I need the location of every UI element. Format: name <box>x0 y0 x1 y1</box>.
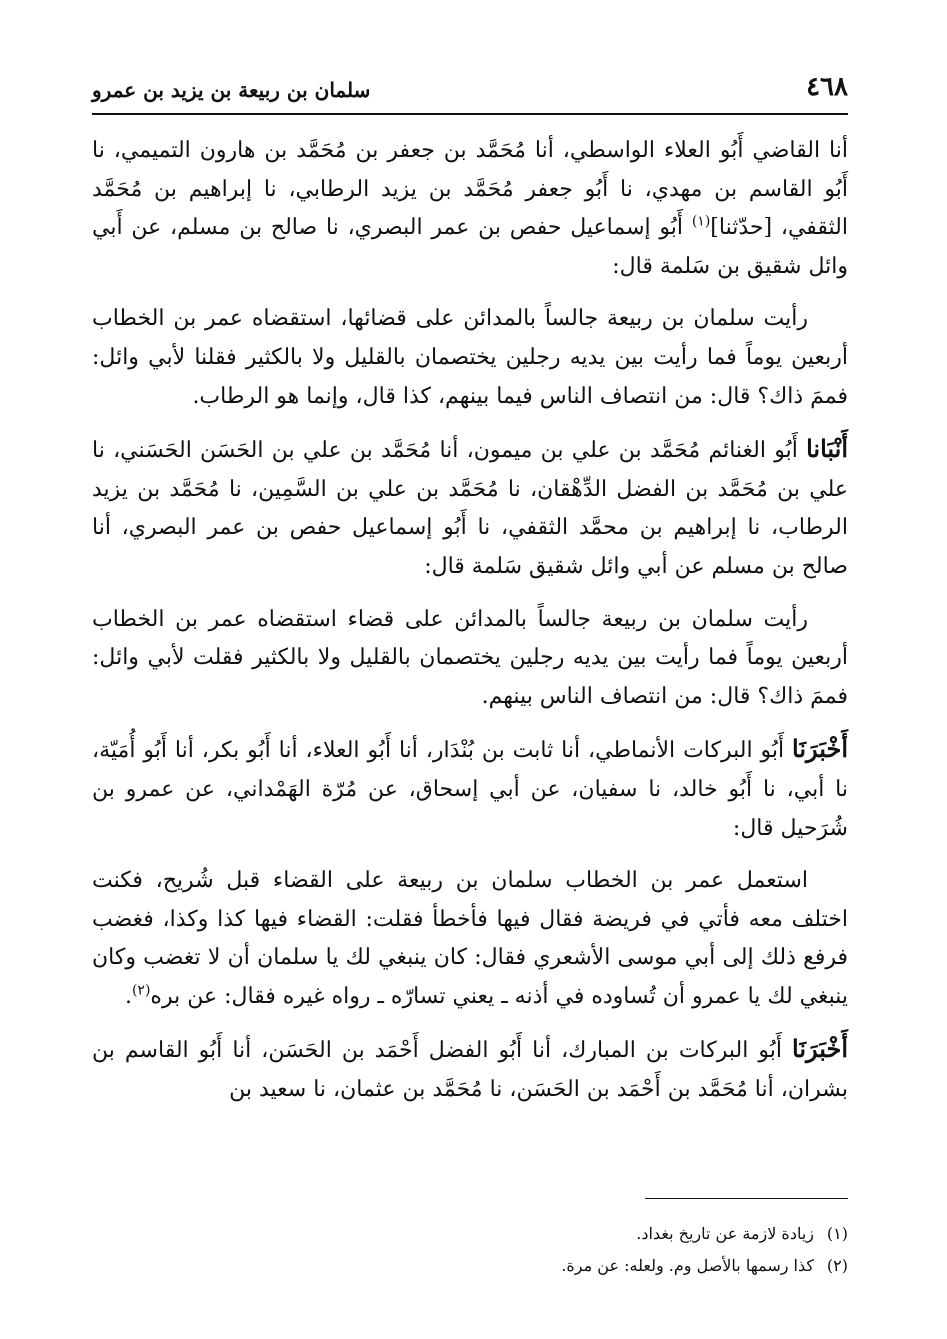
paragraph-text: أَبُو البركات بن المبارك، أنا أَبُو الفضل أَحْمَد بن الحَسَن، أنا أَبُو القاسم بن بشران، أنا مُحَمَّد بن أَحْمَد بن الحَسَن، نا مُحَمَّد بن عثمان، نا سعيد بن <box>92 1038 848 1103</box>
paragraph-text: أَبُو البركات الأنماطي، أنا ثابت بن بُنْدَار، أنا أَبُو العلاء، أنا أَبُو بكر، أنا أَبُو أُمَيّة، نا أبي، نا أَبُو خالد، نا سفيان، عن أبي إسحاق، عن مُرّة الهَمْداني، عن عمرو بن شُرَحيل قال: <box>92 738 848 841</box>
main-text <box>92 130 848 1124</box>
paragraph-lead: أَخْبَرَنَا <box>792 1034 848 1064</box>
paragraph-isnad-3 <box>92 730 848 848</box>
footnote-marker: (١) <box>826 1224 848 1243</box>
paragraph-text: رأيت سلمان بن ربيعة جالساً بالمدائن على قضاء استقضاه عمر بن الخطاب أربعين يوماً فما رأيت بين يديه رجلين يختصمان بالقليل ولا بالكثير فقلت لأبي وائل: فممَ ذاك؟ قال: من انتصاف الناس بينهم. <box>92 606 848 709</box>
footnote-ref-2: (٢) <box>131 982 151 999</box>
footnote-rule <box>645 1198 848 1199</box>
paragraph-isnad-2 <box>92 430 848 586</box>
page-number: ٤٦٨ <box>806 72 848 102</box>
paragraph-text: استعمل عمر بن الخطاب سلمان بن ربيعة على القضاء قبل شُريح، فكنت اختلف معه فأتي في فريضة فقال فيها فأخطأ فقلت: القضاء فيها كذا وكذا، فغضب فرفع ذلك إلى أبي موسى الأشعري فقال: كان ينبغي لك يا سلمان أن لا تغضب وكان ينبغي لك يا عمرو أن تُساوده في أذنه ـ يعني تسارّه ـ رواه غيره فقال: عن بره <box>92 868 848 1009</box>
paragraph-matn-1 <box>92 300 848 416</box>
footnote-marker: (٢) <box>826 1256 848 1275</box>
footnote-1 <box>400 1218 848 1250</box>
paragraph-tail: . <box>124 983 132 1009</box>
paragraph-text: أَبُو الغنائم مُحَمَّد بن علي بن ميمون، أنا مُحَمَّد بن علي بن الحَسَن الحَسَني، نا علي بن مُحَمَّد بن الفضل الدِّهْقان، نا مُحَمَّد بن علي بن السَّمِين، نا مُحَمَّد بن يزيد الرطاب، نا إبراهيم بن محمَّد الثقفي، نا أَبُو إسماعيل حفص بن عمر البصري، أنا صالح بن مسلم عن أبي وائل شقيق سَلمة قال: <box>92 438 848 579</box>
paragraph-matn-3 <box>92 862 848 1016</box>
paragraph-isnad-4 <box>92 1030 848 1109</box>
header-rule <box>92 113 848 115</box>
footnote-ref-1: (١) <box>691 213 711 230</box>
paragraph-matn-2 <box>92 601 848 717</box>
page-header <box>92 70 848 112</box>
paragraph-text: رأيت سلمان بن ربيعة جالساً بالمدائن على قضائها، استقضاه عمر بن الخطاب أربعين يوماً فما رأيت بين يديه رجلين يختصمان بالقليل ولا بالكثير فقلنا لأبي وائل: فممَ ذاك؟ قال: من انتصاف الناس فيما بينهم، كذا قال، وإنما هو الرطاب. <box>92 306 848 409</box>
paragraph-isnad-1 <box>92 130 848 286</box>
paragraph-lead: أَنْبَانا <box>806 434 848 464</box>
footnote-text: زيادة لازمة عن تاريخ بغداد. <box>636 1224 814 1243</box>
footnote-text: كذا رسمها بالأصل وم. ولعله: عن مرة. <box>561 1256 814 1275</box>
paragraph-lead: أَخْبَرَنَا <box>792 734 848 764</box>
running-title: سلمان بن ربيعة بن يزيد بن عمرو <box>92 78 371 102</box>
paragraph-text: أنا القاضي أَبُو العلاء الواسطي، أنا مُحَمَّد بن جعفر بن مُحَمَّد بن هارون التميمي، نا أَبُو القاسم بن مهدي، نا أَبُو جعفر مُحَمَّد بن يزيد الرطابي، نا إبراهيم بن مُحَمَّد الثقفي، [حدّثنا] <box>92 138 848 241</box>
footnote-2 <box>400 1250 848 1282</box>
paragraph-tail: أَبُو إسماعيل حفص بن عمر البصري، نا صالح بن مسلم، عن أَبي وائل شقيق بن سَلمة قال: <box>92 215 848 279</box>
footnotes <box>400 1218 848 1282</box>
